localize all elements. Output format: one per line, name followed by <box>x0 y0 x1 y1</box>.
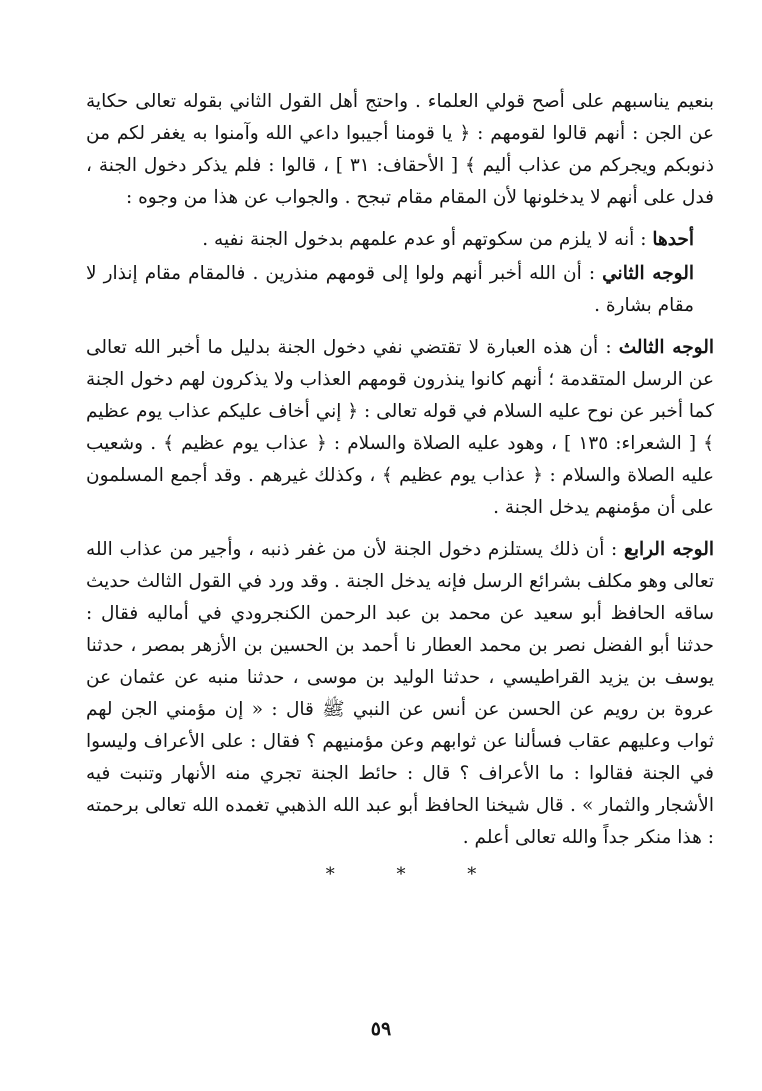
paragraph-text: : أن ذلك يستلزم دخول الجنة لأن من غفر ذنبه ، وأجير من عذاب الله تعالى وهو مكلف بشرائع الرسل فإنه يدخل الجنة . وقد ورد في القول الثالث حديث ساقه الحافظ أبو سعيد عن محمد بن عبد الرحمن الكنجرودي في أماليه فقال : حدثنا أبو الفضل نصر بن محمد العطار نا أحمد بن الحسين بن الأزهر بمصر ، حدثنا يوسف بن يزيد القراطيسي ، حدثنا الوليد بن موسى ، حدثنا منبه عن عثمان عن عروة بن رويم عن الحسن عن أنس عن النبي ﷺ قال : « إن مؤمني الجن لهم ثواب وعليهم عقاب فسألنا عن ثوابهم وعن مؤمنيهم ؟ فقال : على الأعراف وليسوا في الجنة فقالوا : ما الأعراف ؟ قال : حائط الجنة تجري منه الأنهار وتنبت فيه الأشجار والثمار » . قال شيخنا الحافظ أبو عبد الله الذهبي تغمده الله تعالى برحمته : هذا منكر جداً والله تعالى أعلم . <box>86 539 714 848</box>
paragraph-second-aspect <box>86 258 714 322</box>
paragraph-label: الوجه الثالث <box>618 337 714 358</box>
section-separator: * * * <box>325 864 505 885</box>
paragraph-label: الوجه الرابع <box>623 539 715 560</box>
paragraph-first-aspect <box>86 224 714 256</box>
paragraph-label: أحدها <box>652 229 694 250</box>
paragraph-text: : أنه لا يلزم من سكوتهم أو عدم علمهم بدخول الجنة نفيه . <box>202 229 653 250</box>
paragraph-text: : أن الله أخبر أنهم ولوا إلى قومهم منذرين . فالمقام مقام إنذار لا مقام بشارة . <box>86 263 694 316</box>
paragraph-fourth-aspect <box>86 534 714 854</box>
paragraph-third-aspect <box>86 332 714 524</box>
paragraph-label: الوجه الثاني <box>602 263 694 284</box>
paragraph-text: بنعيم يناسبهم على أصح قولي العلماء . واحتج أهل القول الثاني بقوله تعالى حكاية عن الجن : أنهم قالوا لقومهم : ﴿ يا قومنا أجيبوا داعي الله وآمنوا به يغفر لكم من ذنوبكم ويجركم من عذاب أليم ﴾ [ الأحقاف: ٣١ ] ، قالوا : فلم يذكر دخول الجنة ، فدل على أنهم لا يدخلونها لأن المقام مقام تبجح . والجواب عن هذا من وجوه : <box>86 91 714 208</box>
page-number: ٥٩ <box>370 1018 392 1040</box>
paragraph-text: : أن هذه العبارة لا تقتضي نفي دخول الجنة بدليل ما أخبر الله تعالى عن الرسل المتقدمة ؛ أنهم كانوا ينذرون قومهم العذاب ولا يذكرون لهم دخول الجنة كما أخبر عن نوح عليه السلام في قوله تعالى : ﴿ إني أخاف عليكم عذاب يوم عظيم ﴾ [ الشعراء: ١٣٥ ] ، وهود عليه الصلاة والسلام : ﴿ عذاب يوم عظيم ﴾ . وشعيب عليه الصلاة والسلام : ﴿ عذاب يوم عظيم ﴾ ، وكذلك غيرهم . وقد أجمع المسلمون على أن مؤمنهم يدخل الجنة . <box>86 337 714 518</box>
paragraph-intro <box>86 86 714 214</box>
